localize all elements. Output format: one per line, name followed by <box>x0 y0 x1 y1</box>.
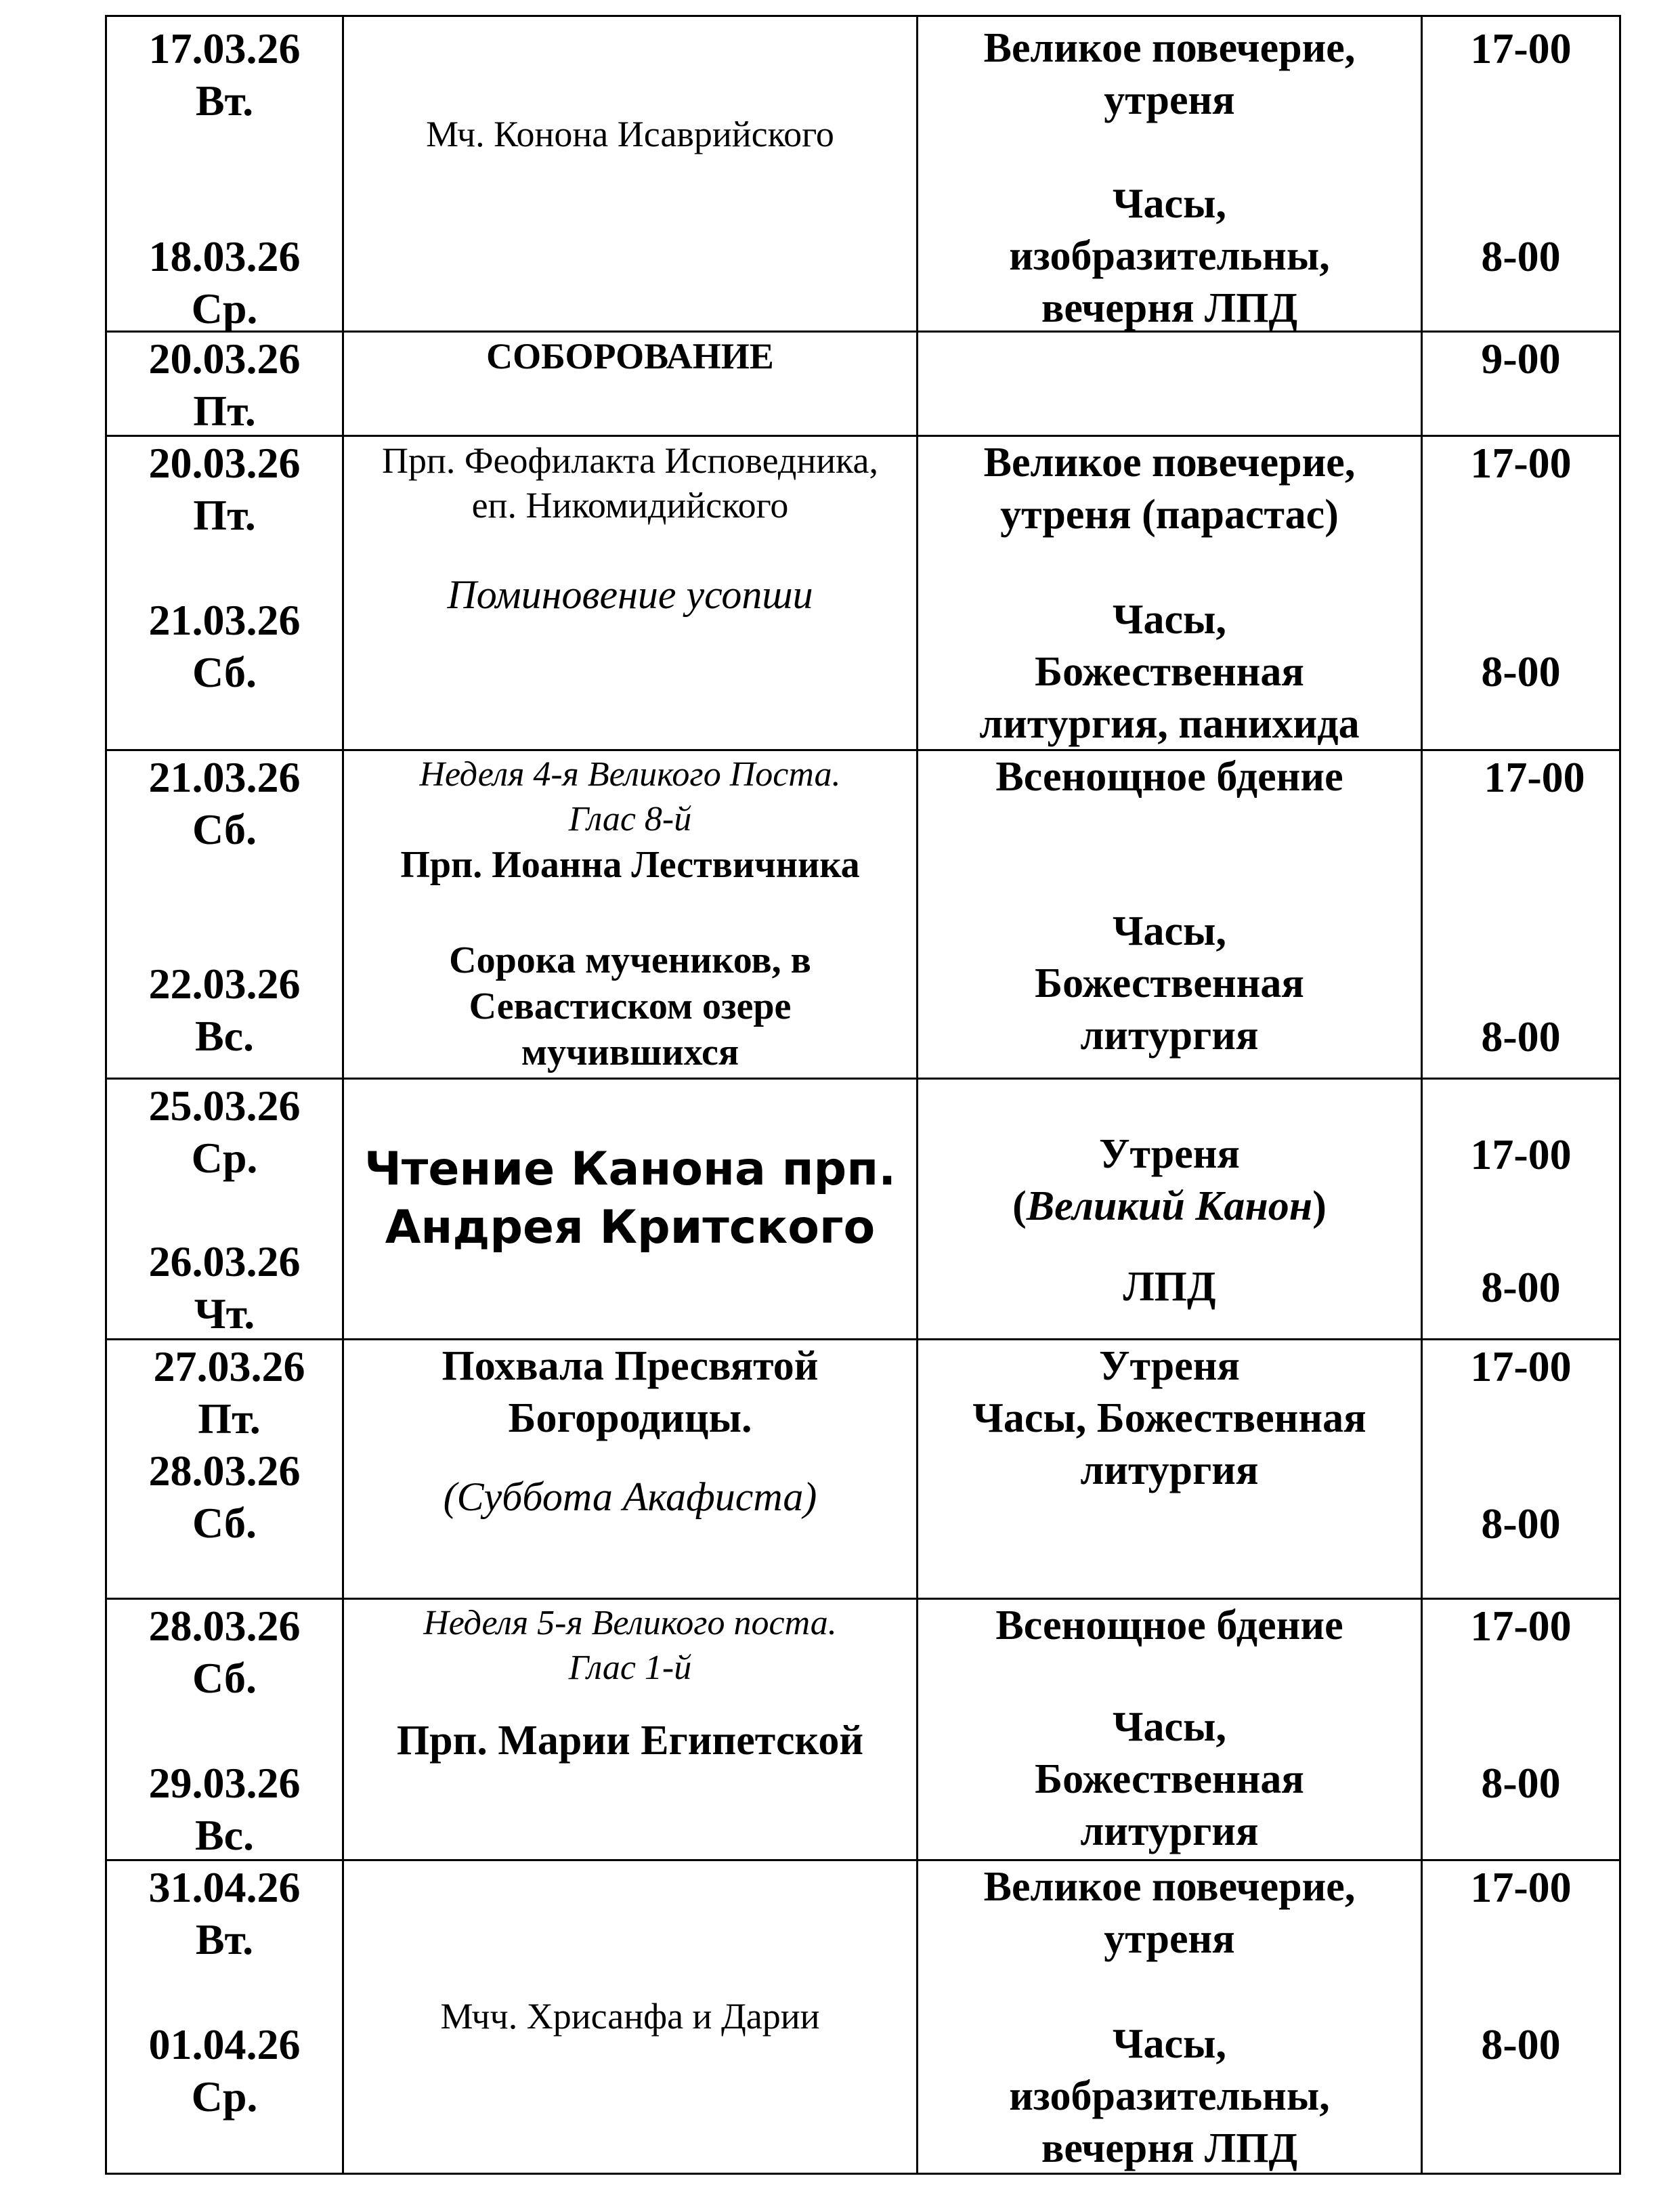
date-cell <box>106 1860 343 2174</box>
date-start: 31.04.26 Вт. <box>148 1863 301 1963</box>
evening-service: Великое повечерие, утреня (парастас) <box>983 440 1356 538</box>
schedule-table <box>105 15 1621 2175</box>
service-cell <box>918 1860 1422 2174</box>
morning-service: Часы, Божественная литургия <box>1035 1704 1304 1854</box>
feast-cell <box>343 436 918 750</box>
great-canon: Великий Канон <box>1026 1183 1313 1229</box>
date-end: 01.04.26 Ср. <box>148 2020 301 2121</box>
date-start: 17.03.26 Вт. <box>148 24 301 125</box>
morning-service: Часы, Божественная литургия, панихида <box>979 597 1360 747</box>
week-title: Неделя 4-я Великого Поста. Глас 8-й <box>419 755 841 838</box>
date-start: 27.03.26 Пт. <box>153 1342 305 1443</box>
time-cell <box>1422 16 1620 332</box>
table-row <box>106 1079 1620 1340</box>
feast-note: Поминовение усопши <box>447 572 813 617</box>
feast-title: Прп. Феофилакта Исповедника, еп. Никомидийского <box>381 440 879 526</box>
date-start: 20.03.26 Пт. <box>148 439 301 539</box>
service-cell <box>918 436 1422 750</box>
morning-time: 8-00 <box>1481 1263 1561 1311</box>
morning-service: Часы, изобразительны, вечерня ЛПД <box>1009 181 1330 331</box>
morning-time: 8-00 <box>1481 1499 1561 1548</box>
feast-title: Чтение Канона прп. Андрея Критского <box>364 1143 897 1254</box>
date-end: 26.03.26 Чт. <box>148 1237 301 1338</box>
date-cell <box>106 750 343 1079</box>
paren-close: ) <box>1312 1183 1327 1229</box>
date-start: 21.03.26 Сб. <box>148 753 301 853</box>
evening-service: Великое повечерие, утреня <box>983 1864 1356 1962</box>
services: Утреня Часы, Божественная литургия <box>972 1343 1366 1493</box>
evening-time: 17-00 <box>1484 753 1585 801</box>
date-start: 28.03.26 Сб. <box>148 1602 301 1702</box>
feast-title: СОБОРОВАНИЕ <box>486 336 774 377</box>
table-row <box>106 1340 1620 1599</box>
feast-cell <box>343 1340 918 1599</box>
date-start: 20.03.26 Пт. <box>148 335 301 435</box>
table-row <box>106 436 1620 750</box>
time-cell <box>1422 436 1620 750</box>
feast-title: Прп. Марии Египетской <box>396 1718 864 1764</box>
service-time: 9-00 <box>1481 335 1561 383</box>
feast-cell <box>343 332 918 436</box>
feast-cell <box>343 1860 918 2174</box>
time-cell <box>1422 750 1620 1079</box>
date-end: 22.03.26 Вс. <box>148 960 301 1060</box>
morning-service: Часы, Божественная литургия <box>1035 908 1304 1059</box>
feast-note: (Суббота Акафиста) <box>443 1474 817 1519</box>
date-end: 18.03.26 Ср. <box>148 232 301 333</box>
morning-service: Часы, изобразительны, вечерня ЛПД <box>1009 2021 1330 2171</box>
date-cell <box>106 16 343 332</box>
morning-time: 8-00 <box>1481 647 1561 696</box>
service-cell <box>918 1340 1422 1599</box>
date-cell <box>106 1079 343 1340</box>
date-cell <box>106 1340 343 1599</box>
date-cell <box>106 332 343 436</box>
time-cell <box>1422 1599 1620 1860</box>
table-row <box>106 1599 1620 1860</box>
date-end: 29.03.26 Вс. <box>148 1759 301 1859</box>
date-cell <box>106 1599 343 1860</box>
date-cell <box>106 436 343 750</box>
time-cell <box>1422 332 1620 436</box>
date-start: 25.03.26 Ср. <box>148 1082 301 1182</box>
morning-time: 8-00 <box>1481 232 1561 280</box>
service-cell <box>918 16 1422 332</box>
service-cell <box>918 332 1422 436</box>
feast-title: Мч. Конона Исаврийского <box>426 114 834 154</box>
service-cell <box>918 750 1422 1079</box>
date-end: 21.03.26 Сб. <box>148 596 301 696</box>
service-cell <box>918 1599 1422 1860</box>
paren-open: ( <box>1012 1183 1027 1229</box>
table-row <box>106 1860 1620 2174</box>
evening-service-note <box>918 1180 1421 1233</box>
morning-time: 8-00 <box>1481 1759 1561 1807</box>
time-cell <box>1422 1340 1620 1599</box>
service-cell <box>918 1079 1422 1340</box>
feast-title: Прп. Иоанна Лествичника <box>400 844 860 886</box>
time-cell <box>1422 1860 1620 2174</box>
feast-cell <box>343 1079 918 1340</box>
evening-service: Всенощное бдение <box>995 1602 1343 1648</box>
feast-secondary: Сорока мучеников, в Севастиском озере мучившихся <box>449 939 811 1073</box>
week-title: Неделя 5-я Великого поста. Глас 1-й <box>423 1604 837 1687</box>
feast-cell <box>343 16 918 332</box>
morning-time: 8-00 <box>1481 2020 1561 2068</box>
evening-time: 17-00 <box>1470 24 1572 72</box>
evening-time: 17-00 <box>1470 1130 1572 1178</box>
table-row <box>106 750 1620 1079</box>
morning-time: 8-00 <box>1481 1013 1561 1061</box>
table-row <box>106 332 1620 436</box>
evening-service: Всенощное бдение <box>995 754 1343 800</box>
evening-time: 17-00 <box>1470 439 1572 487</box>
feast-title: Мчч. Хрисанфа и Дарии <box>440 1996 820 2037</box>
evening-time: 17-00 <box>1470 1863 1572 1911</box>
evening-service: Утреня <box>1099 1131 1240 1177</box>
table-row <box>106 16 1620 332</box>
evening-service: Великое повечерие, утреня <box>983 25 1356 123</box>
evening-time: 17-00 <box>1470 1602 1572 1650</box>
date-end: 28.03.26 Сб. <box>148 1447 301 1547</box>
time-cell <box>1422 1079 1620 1340</box>
evening-time: 17-00 <box>1470 1342 1572 1390</box>
morning-service: ЛПД <box>1123 1264 1216 1310</box>
feast-cell <box>343 750 918 1079</box>
feast-title: Похвала Пресвятой Богородицы. <box>441 1343 819 1441</box>
feast-cell <box>343 1599 918 1860</box>
